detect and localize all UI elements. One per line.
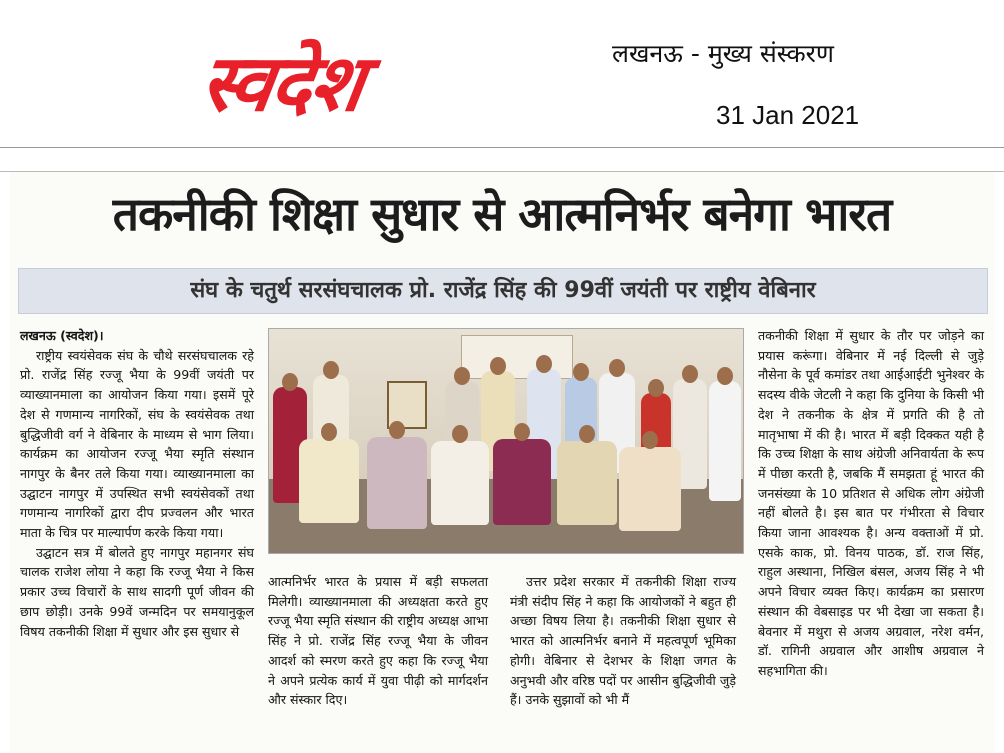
person-head [573,363,589,381]
person-head [282,373,298,391]
newspaper-logo [72,32,492,128]
person-head [490,357,506,375]
headline: तकनीकी शिक्षा सुधार से आत्मनिर्भर बनेगा भारत [112,187,892,241]
edition-date: 31 Jan 2021 [716,100,860,130]
seated-person-figure [557,441,617,525]
seated-person-figure [493,439,551,525]
person-figure [709,381,741,501]
person-head [682,365,698,383]
person-head [717,367,733,385]
person-head [389,421,405,439]
column-1-paragraph-1: राष्ट्रीय स्वयंसेवक संघ के चौथे सरसंघचालक रहे प्रो. राजेंद्र सिंह रज्जू भैया के 99वीं जयंती पर व्याख्यानमाला का आयोजन किया गया। इसमें पूरे देश से गणमान्य नागरिकों, संघ के स्वयंसेवक तथा बुद्धिजीवी वर्ग ने वेबिनार के माध्यम से भाग लिया। कार्यक्रम का आयोजन रज्जू भैया स्मृति संस्थान नागपुर के बैनर तले किया गया। व्याख्यानमाला का उद्घाटन नागपुर में उपस्थित सभी स्वयंसेवकों तथा गणमान्य नागरिकों द्वारा दीप प्रज्वलन और भारत माता के चित्र पर माल्यार्पण करके किया गया। [20,347,254,541]
person-head [536,355,552,373]
article-column-1 [20,326,254,641]
person-head [321,423,337,441]
article-column-2 [268,572,488,710]
news-clipping [10,172,994,753]
dateline: लखनऊ (स्वदेश)। [20,328,104,343]
subheadline-band [18,268,988,314]
person-head [579,425,595,443]
subheadline: संघ के चतुर्थ सरसंघचालक प्रो. राजेंद्र सिंह की 99वीं जयंती पर राष्ट्रीय वेबिनार [190,278,816,303]
column-1-paragraph-2: उद्घाटन सत्र में बोलते हुए नागपुर महानगर संघ चालक राजेश लोया ने कहा कि रज्जू भैया ने किस प्रकार उच्च विचारों के साथ सादगी पूर्ण जीवन की छाप छोड़ी। उनके 99वें जन्मदिन पर समयानुकूल विषय तकनीकी शिक्षा में सुधार और इस सुधार से [20,544,254,639]
column-3-text: उत्तर प्रदेश सरकार में तकनीकी शिक्षा राज्य मंत्री संदीप सिंह ने कहा कि आयोजकों ने बहुत ही अच्छा विषय लिया है। तकनीकी शिक्षा सुधार से भारत को आत्मनिर्भर बनाने में महत्वपूर्ण भूमिका होगी। वेबिनार से देशभर के शिक्षा जगत के अनुभवी और वरिष्ठ पदों पर आसीन बुद्धिजीवी जुड़े हैं। उनके सुझावों को भी मैं [510,574,736,708]
column-2-text: आत्मनिर्भर भारत के प्रयास में बड़ी सफलता मिलेगी। व्याख्यानमाला की अध्यक्षता करते हुए रज्जू भैया स्मृति संस्थान की राष्ट्रीय अध्यक्ष आभा सिंह ने प्रो. राजेंद्र सिंह रज्जू भैया के जीवन आदर्श को स्मरण करते हुए कहा कि रज्जू भैया ने अपने प्रत्येक कार्य में युवा पीढ़ी को मार्गदर्शन और संस्कार दिए। [268,574,488,708]
edition-label: लखनऊ - मुख्य संस्करण [612,39,834,68]
event-photo [268,328,744,554]
column-4-text: तकनीकी शिक्षा में सुधार के तौर पर जोड़ने का प्रयास करूंगा। वेबिनार में नई दिल्ली से जुड़े नौसेना के पूर्व कमांडर तथा आईआईटी भुनेश्वर के सदस्य वीके जेटली ने कहा कि दुनिया के किसी भी देश ने तकनीक के क्षेत्र में प्रगति की है तो मातृभाषा में की है। भारत में बड़ी दिक्कत यही है कि उच्च शिक्षा के साथ अंग्रेजी अनिवार्यता के रूप में पीछा करती है, जबकि मैं समझता हूं भारत की जनसंख्या के 10 प्रतिशत से अधिक लोग अंग्रेजी नहीं बोलते है। इस बात पर गंभीरता से विचार किया जाना आवश्यक है। अन्य वक्ताओं में प्रो. एसके काक, प्रो. विनय पाठक, डॉ. राज सिंह, राहुल अस्थाना, निखिल बंसल, अजय सिंह ने भी अपने विचार व्यक्त किए। कार्यक्रम का प्रसारण संस्थान की वेबसाइड पर भी देखा जा सकता है। बेवनार में मथुरा से अजय अग्रवाल, नरेश वर्मन, डॉ. रागिनी अग्रवाल और आशीष अग्रवाल ने सहभागिता की। [758,328,984,678]
divider-top [0,147,1004,148]
person-head [648,379,664,397]
person-head [452,425,468,443]
person-head [642,431,658,449]
seated-person-figure [367,437,427,529]
person-head [514,423,530,441]
person-head [609,359,625,377]
person-head [323,361,339,379]
logo-text: स्वदेश [195,39,368,129]
seated-person-figure [619,447,681,531]
seated-person-figure [431,441,489,525]
masthead [0,0,1004,150]
seated-person-figure [299,439,359,523]
person-head [454,367,470,385]
article-column-4 [758,326,984,681]
article-column-3 [510,572,736,710]
